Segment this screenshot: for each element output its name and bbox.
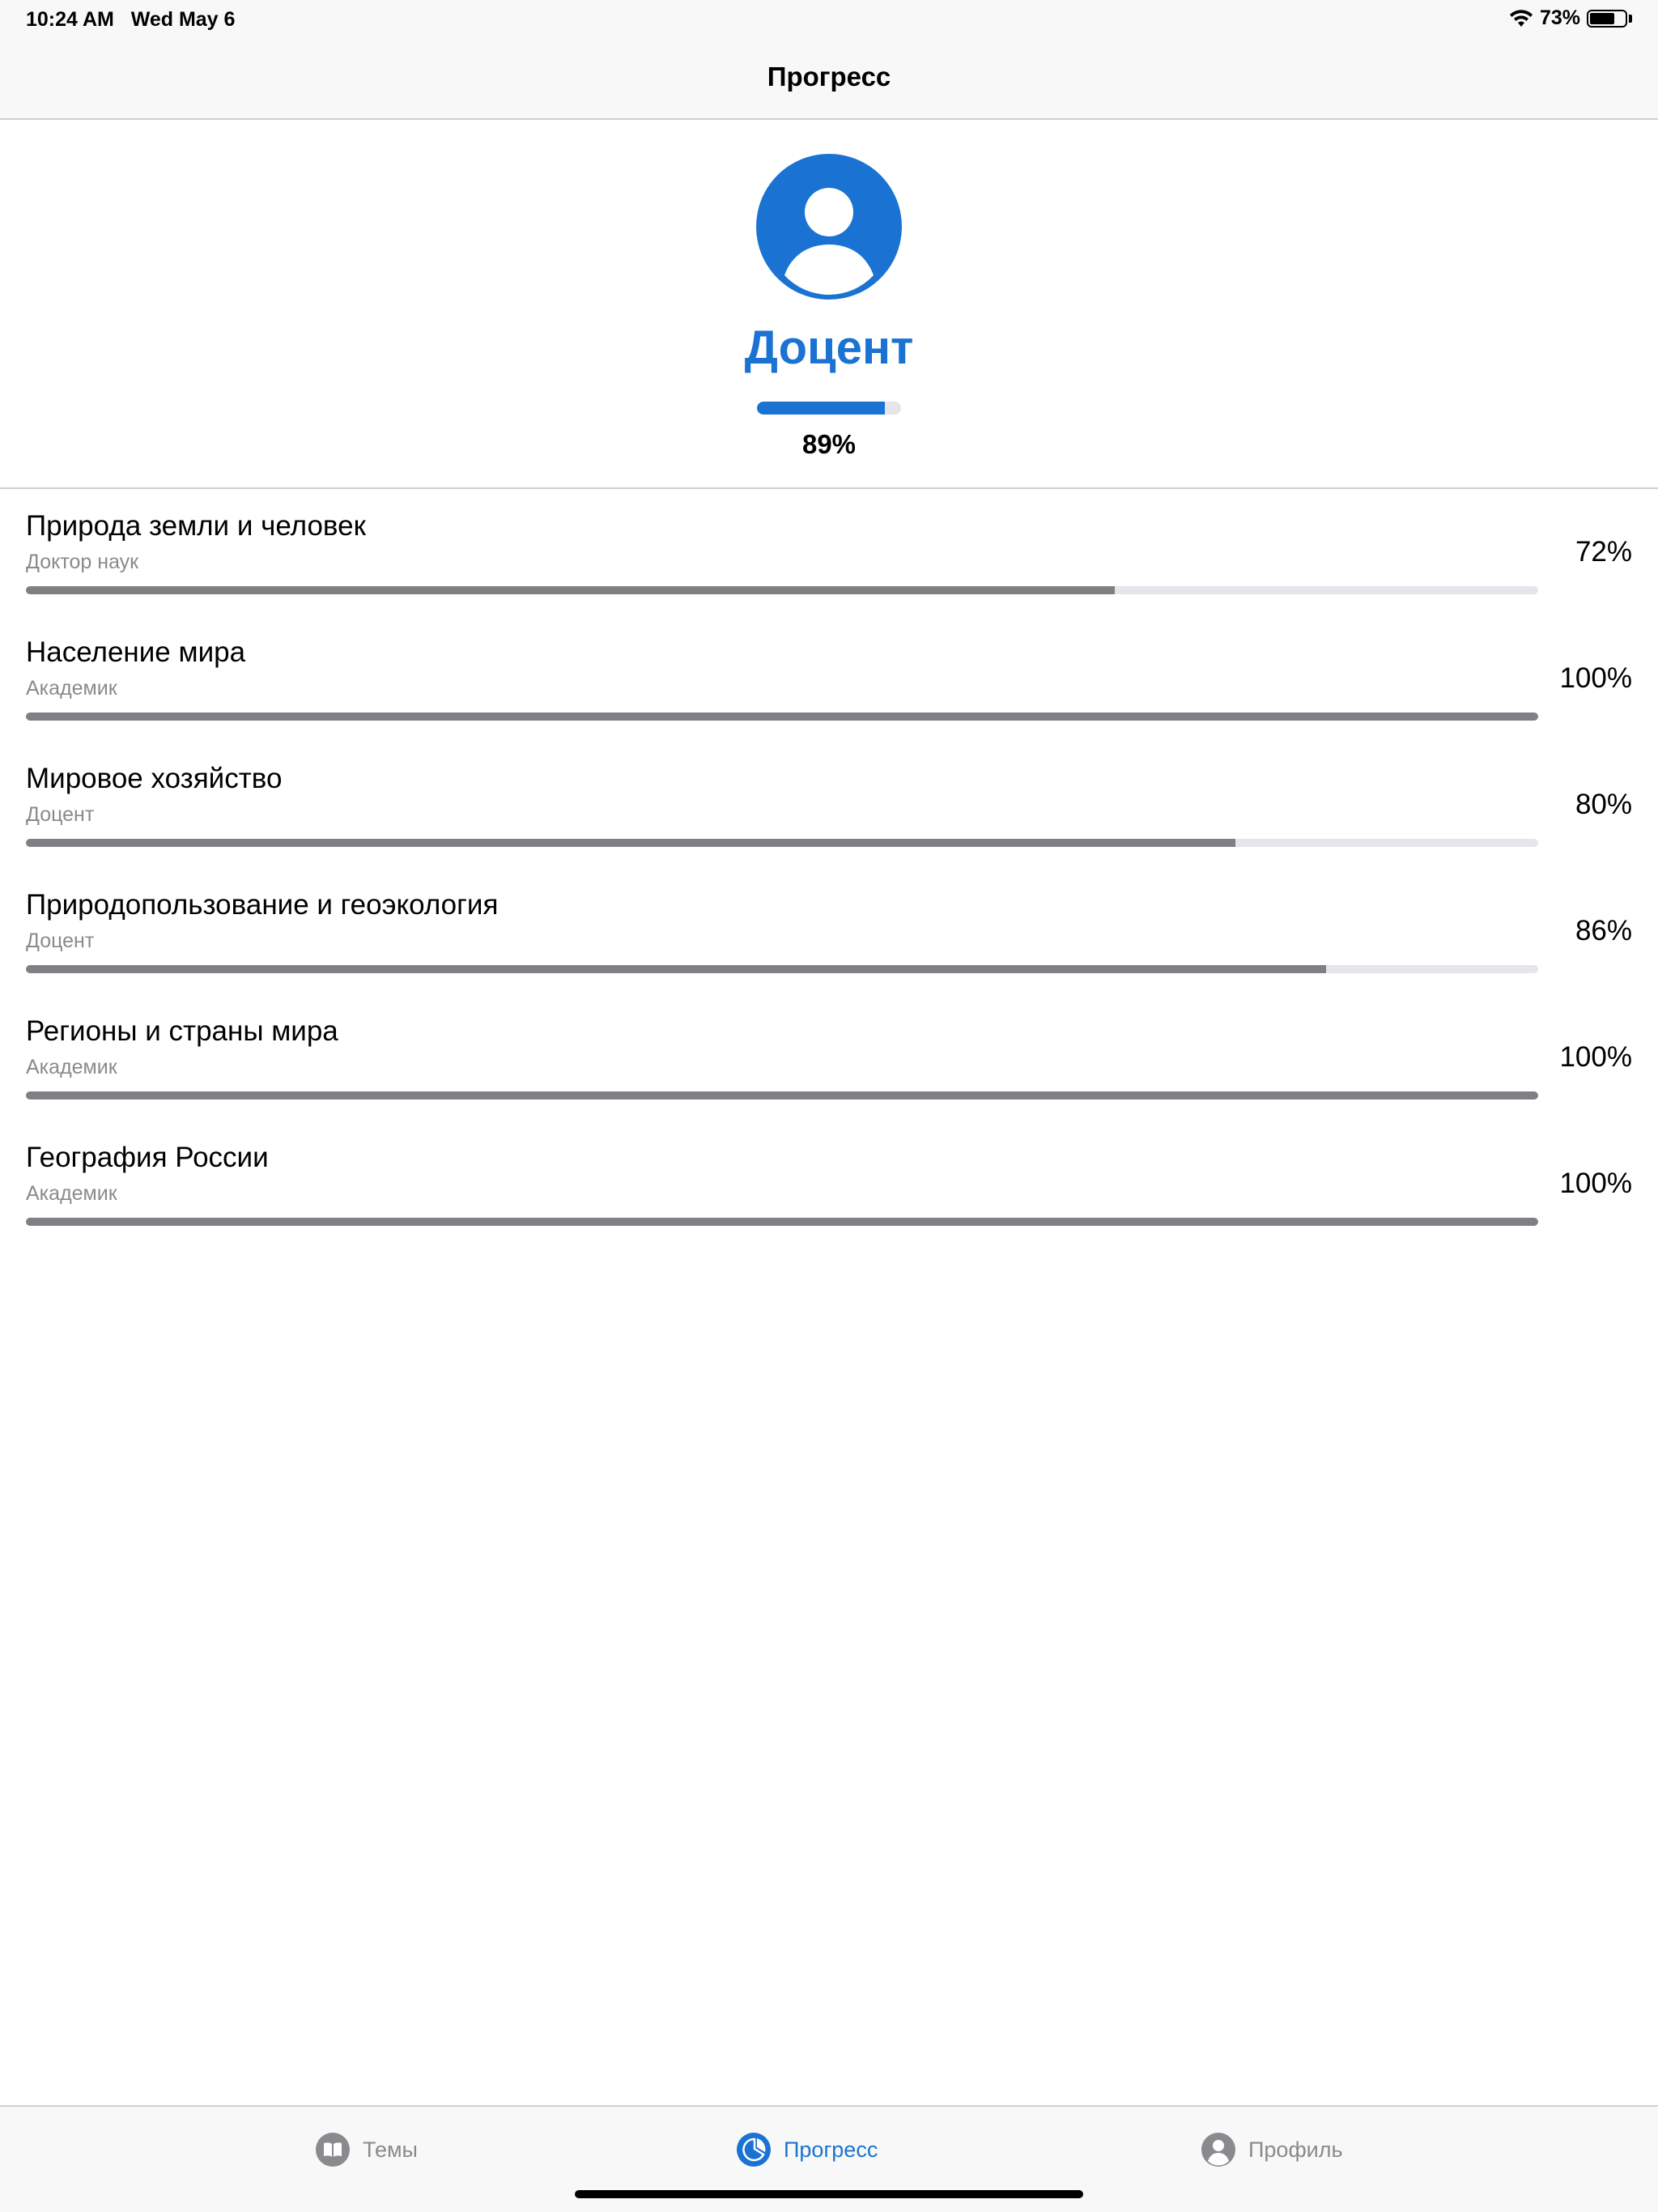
pie-chart-icon — [737, 2133, 771, 2167]
tab-topics-label: Темы — [363, 2137, 418, 2162]
topic-percent: 86% — [1575, 915, 1632, 946]
topic-row[interactable] — [0, 489, 1658, 615]
tab-profile-label: Профиль — [1248, 2137, 1343, 2162]
person-circle-icon — [756, 154, 902, 300]
tab-progress-label: Прогресс — [784, 2137, 878, 2162]
battery-icon — [1587, 10, 1627, 28]
topic-progress-fill — [26, 965, 1326, 973]
topic-progress-bar — [26, 965, 1538, 973]
topic-rank: Доцент — [26, 929, 95, 952]
battery-tip — [1629, 15, 1632, 23]
topic-progress-fill — [26, 586, 1115, 594]
status-indicators — [1509, 6, 1632, 30]
tab-progress[interactable] — [737, 2133, 878, 2167]
topic-rank: Доктор наук — [26, 551, 139, 573]
topic-title: Регионы и страны мира — [26, 1015, 338, 1047]
status-date-text: Wed May 6 — [130, 8, 236, 31]
person-icon — [1201, 2133, 1235, 2167]
topic-percent: 72% — [1575, 536, 1632, 568]
battery-percent: 73% — [1539, 6, 1580, 29]
topic-title: География России — [26, 1142, 269, 1173]
topic-rank: Академик — [26, 677, 117, 700]
topic-row[interactable] — [0, 742, 1658, 868]
navigation-bar — [0, 40, 1658, 120]
status-bar — [0, 0, 1658, 40]
topic-percent: 80% — [1575, 789, 1632, 820]
topic-progress-fill — [26, 839, 1235, 847]
battery-level — [1590, 13, 1614, 24]
topic-progress-bar — [26, 713, 1538, 721]
topic-title: Мировое хозяйство — [26, 763, 283, 794]
rank-title: Доцент — [744, 321, 914, 374]
topic-row[interactable] — [0, 868, 1658, 994]
topic-progress-fill — [26, 713, 1538, 721]
topic-row[interactable] — [0, 1121, 1658, 1247]
topic-rank: Академик — [26, 1056, 117, 1078]
topic-percent: 100% — [1559, 662, 1632, 694]
topic-progress-bar — [26, 586, 1538, 594]
rank-header — [0, 120, 1658, 489]
topic-progress-bar — [26, 839, 1538, 847]
topic-title: Природа земли и человек — [26, 510, 366, 542]
topic-percent: 100% — [1559, 1041, 1632, 1073]
overall-progress-percent: 89% — [801, 429, 857, 459]
wifi-icon — [1509, 9, 1533, 28]
tab-topics[interactable] — [316, 2133, 418, 2167]
topic-rank: Доцент — [26, 803, 95, 826]
topic-progress-bar — [26, 1091, 1538, 1100]
topics-list — [0, 489, 1658, 1247]
tab-profile[interactable] — [1201, 2133, 1343, 2167]
page-title: Прогресс — [767, 62, 891, 91]
status-time-text: 10:24 AM — [26, 8, 114, 31]
topic-progress-fill — [26, 1091, 1538, 1100]
overall-progress-bar — [757, 402, 901, 415]
book-icon — [316, 2133, 350, 2167]
topic-progress-fill — [26, 1218, 1538, 1226]
topic-rank: Академик — [26, 1182, 117, 1205]
topic-percent: 100% — [1559, 1168, 1632, 1199]
overall-progress-fill — [757, 402, 885, 415]
topic-row[interactable] — [0, 615, 1658, 742]
home-indicator[interactable] — [575, 2190, 1083, 2198]
status-time — [26, 8, 235, 32]
topic-title: Природопользование и геоэкология — [26, 889, 499, 921]
topic-row[interactable] — [0, 994, 1658, 1121]
topic-title: Население мира — [26, 636, 246, 668]
topic-progress-bar — [26, 1218, 1538, 1226]
